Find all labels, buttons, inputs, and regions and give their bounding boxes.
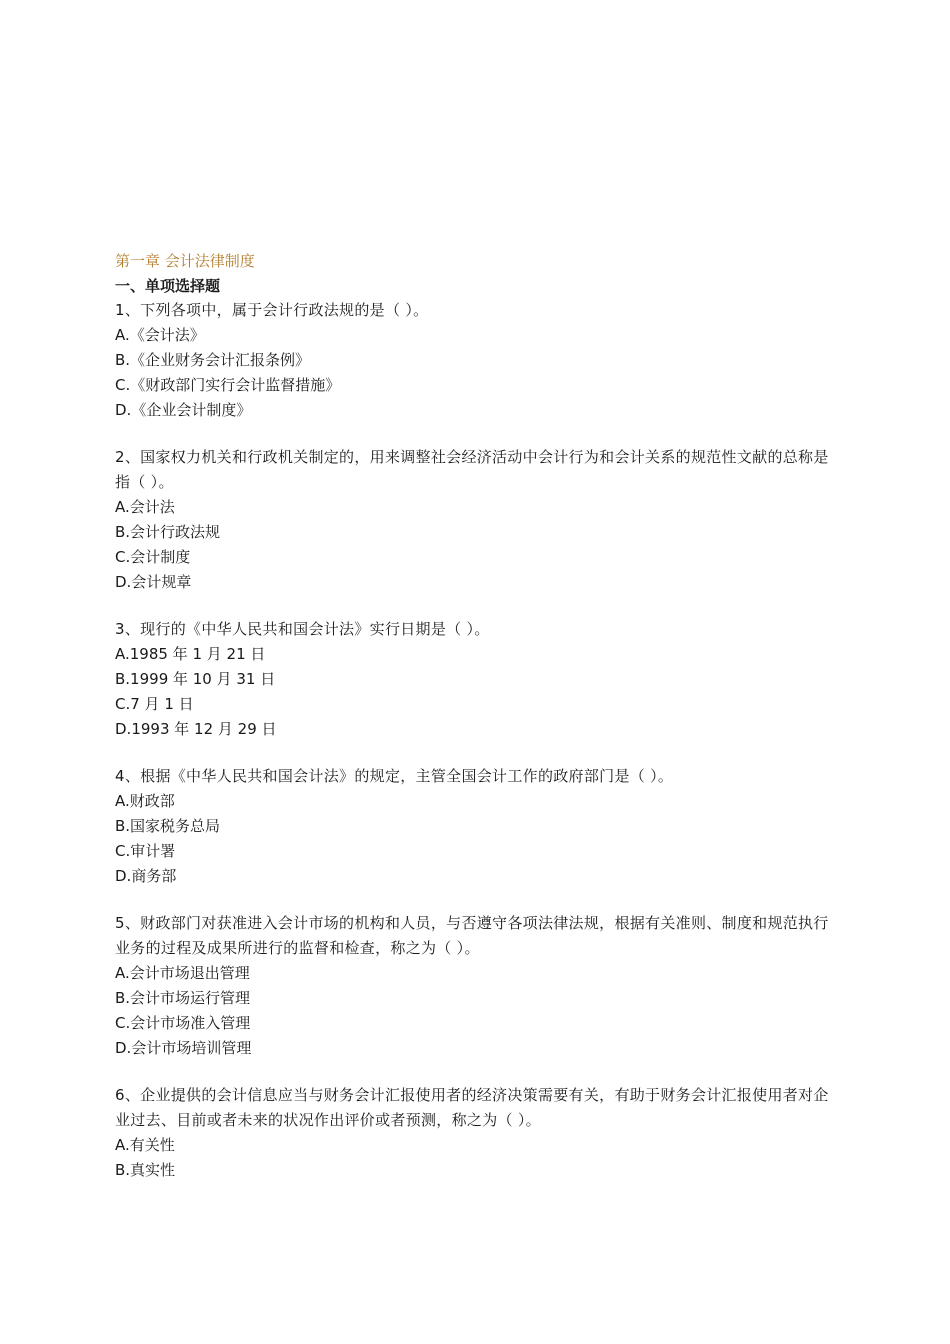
- question-stem: 4、根据《中华人民共和国会计法》的规定，主管全国会计工作的政府部门是（ ）。: [115, 767, 674, 785]
- answer-option: B.国家税务总局: [115, 817, 221, 835]
- answer-option: B.《企业财务会计汇报条例》: [115, 351, 311, 369]
- answer-option: C.7 月 1 日: [115, 695, 194, 713]
- section-title: 一、单项选择题: [115, 277, 221, 295]
- answer-option: C.会计市场准入管理: [115, 1014, 251, 1032]
- question-stem: 1、下列各项中，属于会计行政法规的是（ ）。: [115, 301, 429, 319]
- answer-option: D.会计规章: [115, 573, 192, 591]
- answer-option: D.《企业会计制度》: [115, 401, 252, 419]
- answer-option: B.真实性: [115, 1161, 176, 1179]
- question-stem: 6、企业提供的会计信息应当与财务会计汇报使用者的经济决策需要有关，有助于财务会计汇报使用者对企业过去、目前或者未来的状况作出评价或者预测，称之为（ ）。: [115, 1086, 829, 1129]
- document-page: [115, 248, 835, 1205]
- answer-option: A.会计市场退出管理: [115, 964, 250, 982]
- question-stem: 5、财政部门对获准进入会计市场的机构和人员，与否遵守各项法律法规，根据有关准则、制度和规范执行业务的过程及成果所进行的监督和检查，称之为（ ）。: [115, 914, 829, 957]
- answer-option: D.商务部: [115, 867, 177, 885]
- question-item: [115, 617, 835, 742]
- answer-option: B.会计行政法规: [115, 523, 221, 541]
- answer-option: A.《会计法》: [115, 326, 205, 344]
- answer-option: C.审计署: [115, 842, 176, 860]
- answer-option: C.《财政部门实行会计监督措施》: [115, 376, 341, 394]
- answer-option: D.会计市场培训管理: [115, 1039, 252, 1057]
- answer-option: A.有关性: [115, 1136, 175, 1154]
- answer-option: B.1999 年 10 月 31 日: [115, 670, 276, 688]
- question-stem: 2、国家权力机关和行政机关制定的，用来调整社会经济活动中会计行为和会计关系的规范性文献的总称是指（ ）。: [115, 448, 829, 491]
- answer-option: C.会计制度: [115, 548, 191, 566]
- answer-option: A.1985 年 1 月 21 日: [115, 645, 266, 663]
- answer-option: A.财政部: [115, 792, 175, 810]
- chapter-title: 第一章 会计法律制度: [115, 252, 255, 270]
- answer-option: D.1993 年 12 月 29 日: [115, 720, 277, 738]
- question-item: [115, 298, 835, 423]
- question-item: [115, 911, 835, 1061]
- answer-option: B.会计市场运行管理: [115, 989, 251, 1007]
- question-stem: 3、现行的《中华人民共和国会计法》实行日期是（ ）。: [115, 620, 490, 638]
- question-item: [115, 764, 835, 889]
- question-item: [115, 1083, 835, 1183]
- question-item: [115, 445, 835, 595]
- answer-option: A.会计法: [115, 498, 175, 516]
